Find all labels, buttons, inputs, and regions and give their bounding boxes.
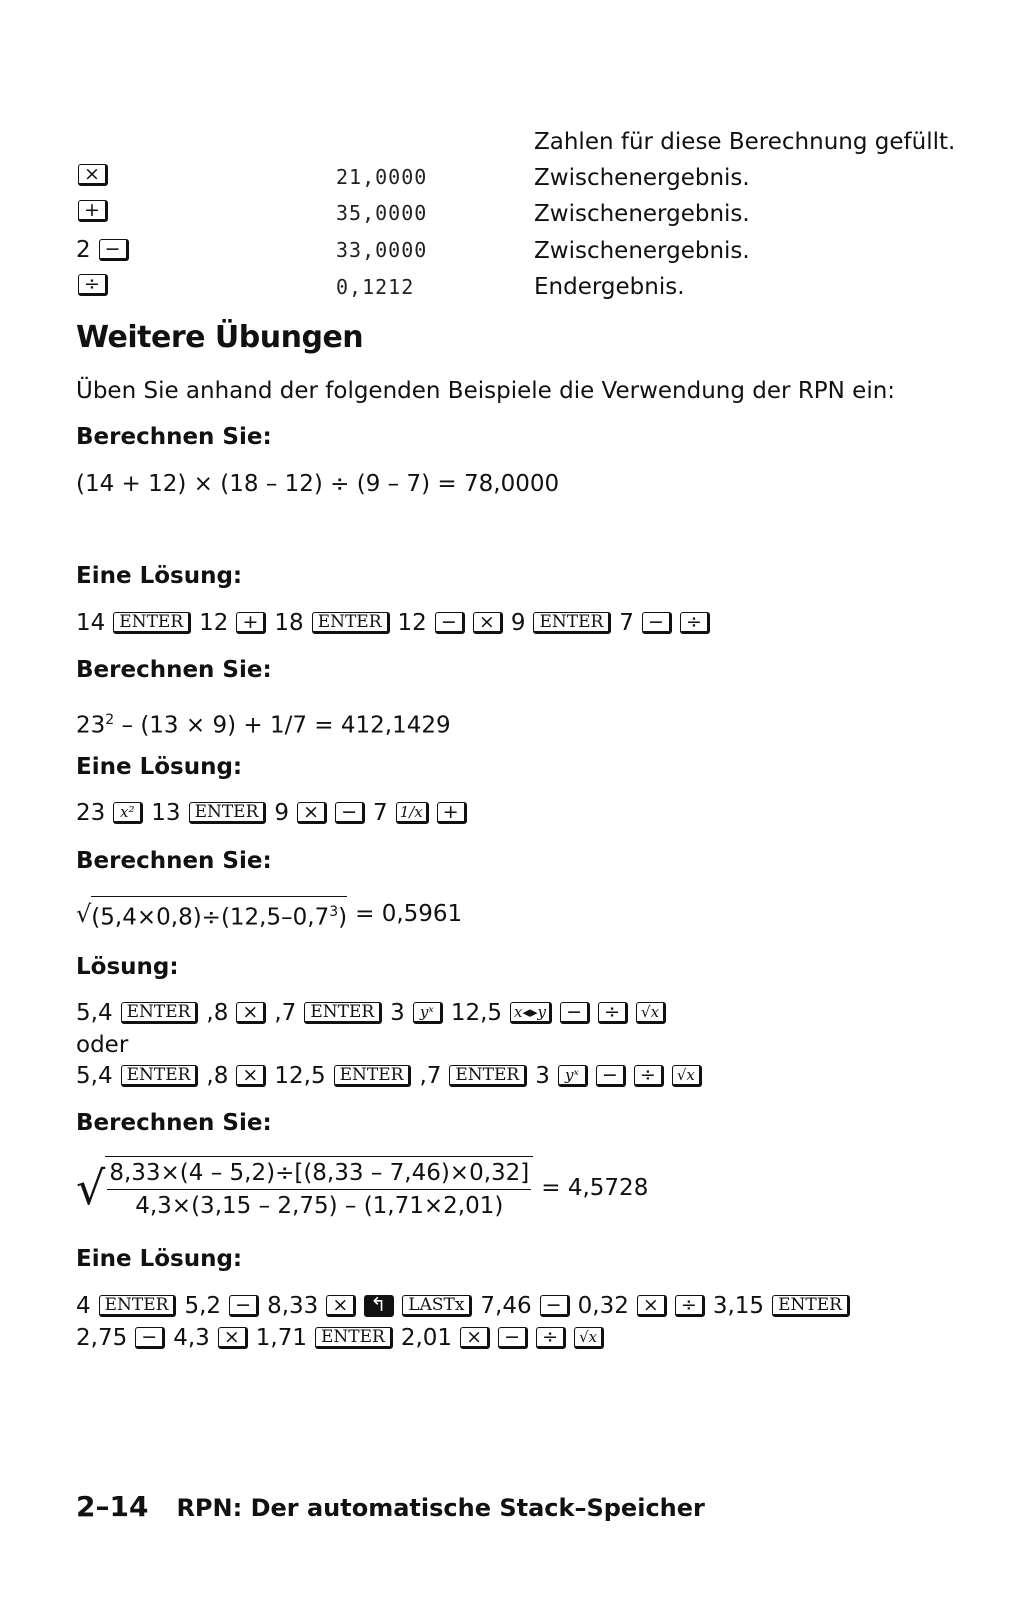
enter-key-icon: ENTER bbox=[121, 1065, 199, 1087]
chapter-title: RPN: Der automatische Stack–Speicher bbox=[176, 1494, 705, 1522]
minus-key-icon: − bbox=[99, 239, 129, 261]
number: 7 bbox=[619, 610, 634, 636]
enter-key-icon: ENTER bbox=[772, 1295, 850, 1317]
square-root-key-icon: √x bbox=[636, 1002, 666, 1024]
number: 5,4 bbox=[76, 1063, 113, 1089]
denominator: 4,3×(3,15 – 2,75) – (1,71×2,01) bbox=[135, 1193, 504, 1219]
key-sequence bbox=[76, 1292, 850, 1320]
enter-key-icon: ENTER bbox=[113, 612, 191, 634]
formula bbox=[76, 1156, 648, 1220]
number: 5,4 bbox=[76, 1000, 113, 1026]
number: 3 bbox=[390, 1000, 405, 1026]
sqrt-icon: √ bbox=[76, 1161, 106, 1215]
formula bbox=[76, 706, 451, 740]
formula-base: 23 bbox=[76, 712, 106, 739]
minus-key-icon: − bbox=[335, 802, 365, 824]
plus-key-icon: + bbox=[437, 802, 467, 824]
number: ,7 bbox=[274, 1000, 297, 1026]
number: 8,33 bbox=[267, 1293, 319, 1319]
table-row bbox=[78, 274, 108, 296]
radicand-text: (5,4×0,8)÷(12,5–0,7 bbox=[91, 904, 330, 931]
display-value: 33,0000 bbox=[336, 238, 428, 262]
shift-key-icon: ↰ bbox=[364, 1295, 394, 1317]
page-footer bbox=[76, 1490, 705, 1523]
multiply-key-icon: × bbox=[460, 1327, 490, 1349]
divide-key-icon: ÷ bbox=[536, 1327, 566, 1349]
number: 4 bbox=[76, 1293, 91, 1319]
formula-result: = 0,5961 bbox=[355, 900, 463, 927]
number: 5,2 bbox=[184, 1293, 222, 1319]
y-power-x-key-icon: yˣ bbox=[558, 1065, 588, 1087]
calc-label: Berechnen Sie: bbox=[76, 657, 272, 683]
multiply-key-icon: × bbox=[218, 1327, 248, 1349]
key-sequence bbox=[76, 1062, 702, 1090]
row-description: Endergebnis. bbox=[534, 274, 685, 300]
enter-key-icon: ENTER bbox=[99, 1295, 177, 1317]
or-label: oder bbox=[76, 1032, 129, 1058]
table-row bbox=[78, 164, 108, 186]
plus-key-icon: + bbox=[78, 200, 108, 222]
minus-key-icon: − bbox=[540, 1295, 570, 1317]
multiply-key-icon: × bbox=[326, 1295, 356, 1317]
key-sequence bbox=[76, 1324, 604, 1352]
lastx-key-icon: LASTx bbox=[402, 1295, 472, 1317]
number: 2,01 bbox=[400, 1325, 453, 1351]
calc-label: Berechnen Sie: bbox=[76, 424, 272, 450]
square-root-key-icon: √x bbox=[672, 1065, 702, 1087]
divide-key-icon: ÷ bbox=[680, 612, 710, 634]
divide-key-icon: ÷ bbox=[634, 1065, 664, 1087]
minus-key-icon: − bbox=[229, 1295, 259, 1317]
minus-key-icon: − bbox=[596, 1065, 626, 1087]
multiply-key-icon: × bbox=[236, 1065, 266, 1087]
key-sequence bbox=[76, 799, 467, 827]
number: 12 bbox=[199, 610, 229, 636]
radicand bbox=[91, 896, 347, 932]
section-title: Weitere Übungen bbox=[76, 320, 364, 355]
key-sequence bbox=[76, 999, 666, 1027]
numerator: 8,33×(4 – 5,2)÷[(8,33 – 7,46)×0,32] bbox=[107, 1159, 531, 1190]
enter-key-icon: ENTER bbox=[312, 612, 390, 634]
table-row bbox=[76, 236, 129, 264]
square-root-key-icon: √x bbox=[574, 1327, 604, 1349]
sqrt-icon: √ bbox=[76, 899, 92, 928]
divide-key-icon: ÷ bbox=[598, 1002, 628, 1024]
swap-xy-key-icon: x◂▸y bbox=[510, 1002, 552, 1024]
fraction bbox=[105, 1156, 533, 1220]
number: 4,3 bbox=[173, 1325, 210, 1351]
radicand-exponent: 3 bbox=[329, 904, 339, 920]
row-prefix: 2 bbox=[76, 237, 91, 263]
formula-exponent: 2 bbox=[105, 712, 115, 728]
minus-key-icon: − bbox=[560, 1002, 590, 1024]
minus-key-icon: − bbox=[435, 612, 465, 634]
calc-label: Berechnen Sie: bbox=[76, 848, 272, 874]
enter-key-icon: ENTER bbox=[449, 1065, 527, 1087]
display-value: 21,0000 bbox=[336, 165, 428, 189]
enter-key-icon: ENTER bbox=[189, 802, 267, 824]
enter-key-icon: ENTER bbox=[334, 1065, 412, 1087]
solution-label: Eine Lösung: bbox=[76, 754, 243, 780]
plus-key-icon: + bbox=[236, 612, 266, 634]
formula-rest: – (13 × 9) + 1/7 = 412,1429 bbox=[114, 712, 451, 739]
enter-key-icon: ENTER bbox=[121, 1002, 199, 1024]
divide-key-icon: ÷ bbox=[78, 274, 108, 296]
number: 7 bbox=[373, 800, 388, 826]
minus-key-icon: − bbox=[642, 612, 672, 634]
number: 12 bbox=[397, 610, 427, 636]
y-power-x-key-icon: yˣ bbox=[413, 1002, 443, 1024]
table-row bbox=[78, 200, 108, 222]
key-sequence bbox=[76, 609, 710, 637]
number: 0,32 bbox=[577, 1293, 629, 1319]
page-number: 2–14 bbox=[76, 1490, 149, 1523]
number: 14 bbox=[76, 610, 106, 636]
formula: (14 + 12) × (18 – 12) ÷ (9 – 7) = 78,0000 bbox=[76, 471, 560, 497]
enter-key-icon: ENTER bbox=[533, 612, 611, 634]
multiply-key-icon: × bbox=[297, 802, 327, 824]
number: 18 bbox=[274, 610, 304, 636]
solution-label: Eine Lösung: bbox=[76, 563, 243, 589]
minus-key-icon: − bbox=[498, 1327, 528, 1349]
enter-key-icon: ENTER bbox=[304, 1002, 382, 1024]
number: 1,71 bbox=[255, 1325, 308, 1351]
number: 3 bbox=[535, 1063, 550, 1089]
formula-result: = 4,5728 bbox=[541, 1175, 649, 1201]
number: 3,15 bbox=[712, 1293, 765, 1319]
solution-label: Lösung: bbox=[76, 954, 179, 980]
number: 12,5 bbox=[450, 1000, 503, 1026]
table-note: Zahlen für diese Berechnung gefüllt. bbox=[534, 129, 956, 155]
multiply-key-icon: × bbox=[637, 1295, 667, 1317]
number: 12,5 bbox=[274, 1063, 326, 1089]
divide-key-icon: ÷ bbox=[675, 1295, 705, 1317]
number: 2,75 bbox=[76, 1325, 128, 1351]
formula bbox=[76, 896, 462, 932]
number: ,7 bbox=[419, 1063, 442, 1089]
display-value: 35,0000 bbox=[336, 201, 428, 225]
solution-label: Eine Lösung: bbox=[76, 1246, 243, 1272]
minus-key-icon: − bbox=[135, 1327, 165, 1349]
row-description: Zwischenergebnis. bbox=[534, 201, 750, 227]
row-description: Zwischenergebnis. bbox=[534, 165, 750, 191]
display-value: 0,1212 bbox=[336, 275, 415, 299]
number: 23 bbox=[76, 800, 106, 826]
enter-key-icon: ENTER bbox=[315, 1327, 393, 1349]
number: ,8 bbox=[206, 1000, 229, 1026]
multiply-key-icon: × bbox=[78, 164, 108, 186]
number: 13 bbox=[151, 800, 181, 826]
calc-label: Berechnen Sie: bbox=[76, 1110, 272, 1136]
radicand-close: ) bbox=[338, 904, 348, 931]
number: 9 bbox=[274, 800, 290, 826]
section-intro: Üben Sie anhand der folgenden Beispiele die Verwendung der RPN ein: bbox=[76, 378, 896, 404]
x-squared-key-icon: x² bbox=[113, 802, 143, 824]
number: 7,46 bbox=[480, 1293, 532, 1319]
multiply-key-icon: × bbox=[236, 1002, 266, 1024]
row-description: Zwischenergebnis. bbox=[534, 238, 750, 264]
number: 9 bbox=[510, 610, 526, 636]
reciprocal-key-icon: 1/x bbox=[396, 802, 429, 824]
multiply-key-icon: × bbox=[473, 612, 503, 634]
number: ,8 bbox=[206, 1063, 229, 1089]
